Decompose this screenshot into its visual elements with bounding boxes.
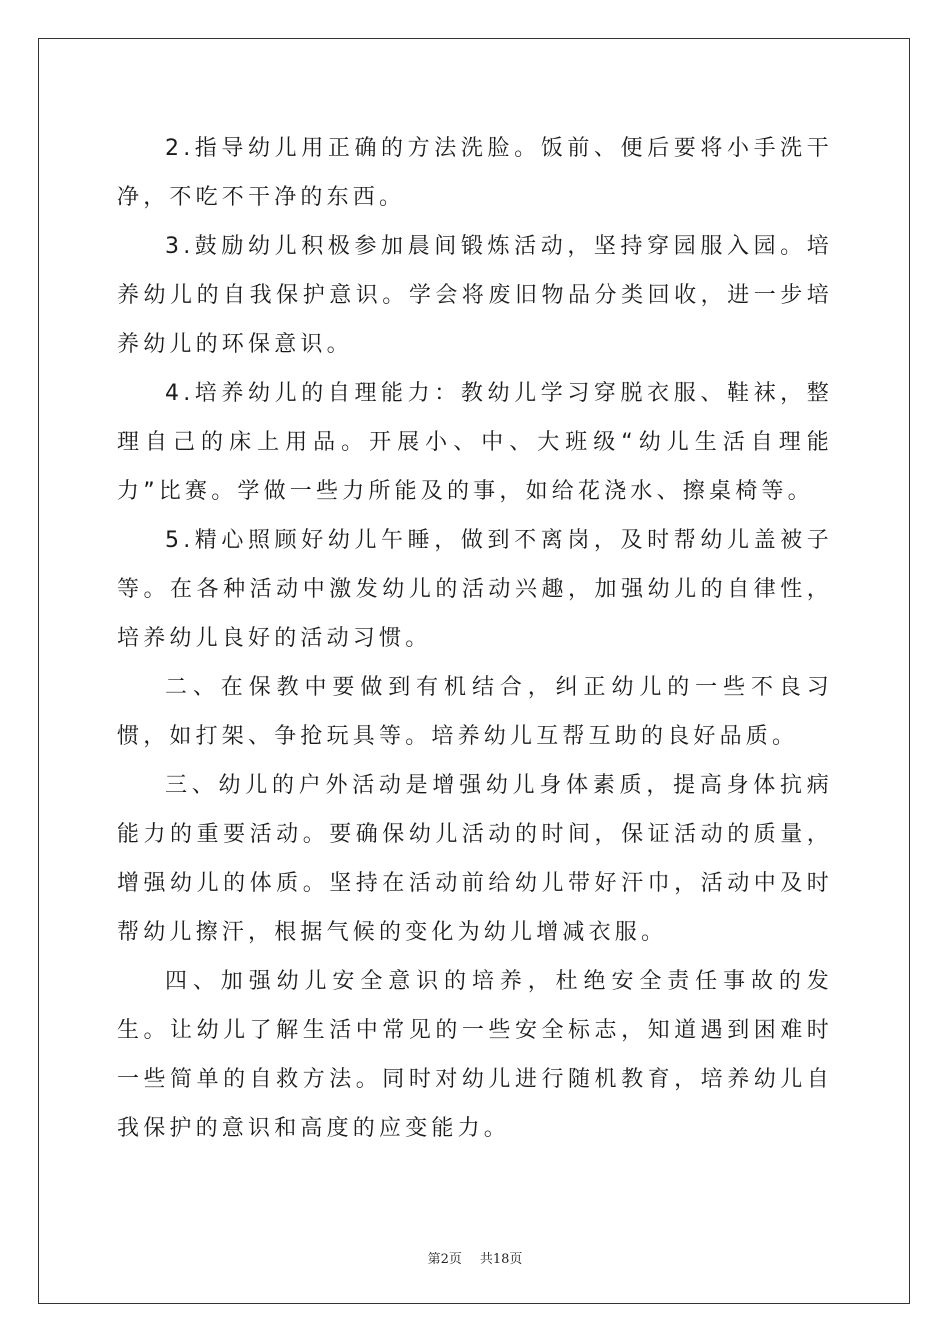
paragraph: 3.鼓励幼儿积极参加晨间锻炼活动，坚持穿园服入园。培养幼儿的自我保护意识。学会将废旧物品分类回收，进一步培养幼儿的环保意识。 [117, 234, 833, 357]
paragraph: 二、在保教中要做到有机结合，纠正幼儿的一些不良习惯，如打架、争抢玩具等。培养幼儿互帮互助的良好品质。 [117, 675, 833, 749]
paragraph: 4.培养幼儿的自理能力：教幼儿学习穿脱衣服、鞋袜，整理自己的床上用品。开展小、中、大班级“幼儿生活自理能力”比赛。学做一些力所能及的事，如给花浇水、擦桌椅等。 [117, 381, 833, 504]
paragraph: 四、加强幼儿安全意识的培养，杜绝安全责任事故的发生。让幼儿了解生活中常见的一些安全标志，知道遇到困难时一些简单的自救方法。同时对幼儿进行随机教育，培养幼儿自我保护的意识和高度的应变能力。 [117, 969, 833, 1141]
paragraph: 三、幼儿的户外活动是增强幼儿身体素质，提高身体抗病能力的重要活动。要确保幼儿活动的时间，保证活动的质量，增强幼儿的体质。坚持在活动前给幼儿带好汗巾，活动中及时帮幼儿擦汗，根据气候的变化为幼儿增减衣服。 [117, 773, 833, 945]
document-body [117, 124, 833, 1153]
paragraph: 5.精心照顾好幼儿午睡，做到不离岗，及时帮幼儿盖被子等。在各种活动中激发幼儿的活动兴趣，加强幼儿的自律性，培养幼儿良好的活动习惯。 [117, 528, 833, 651]
paragraph: 2.指导幼儿用正确的方法洗脸。饭前、便后要将小手洗干净，不吃不干净的东西。 [117, 136, 833, 210]
page-footer [0, 1248, 950, 1267]
page-number: 第2页 [427, 1252, 462, 1267]
page-total: 共18页 [479, 1252, 523, 1267]
